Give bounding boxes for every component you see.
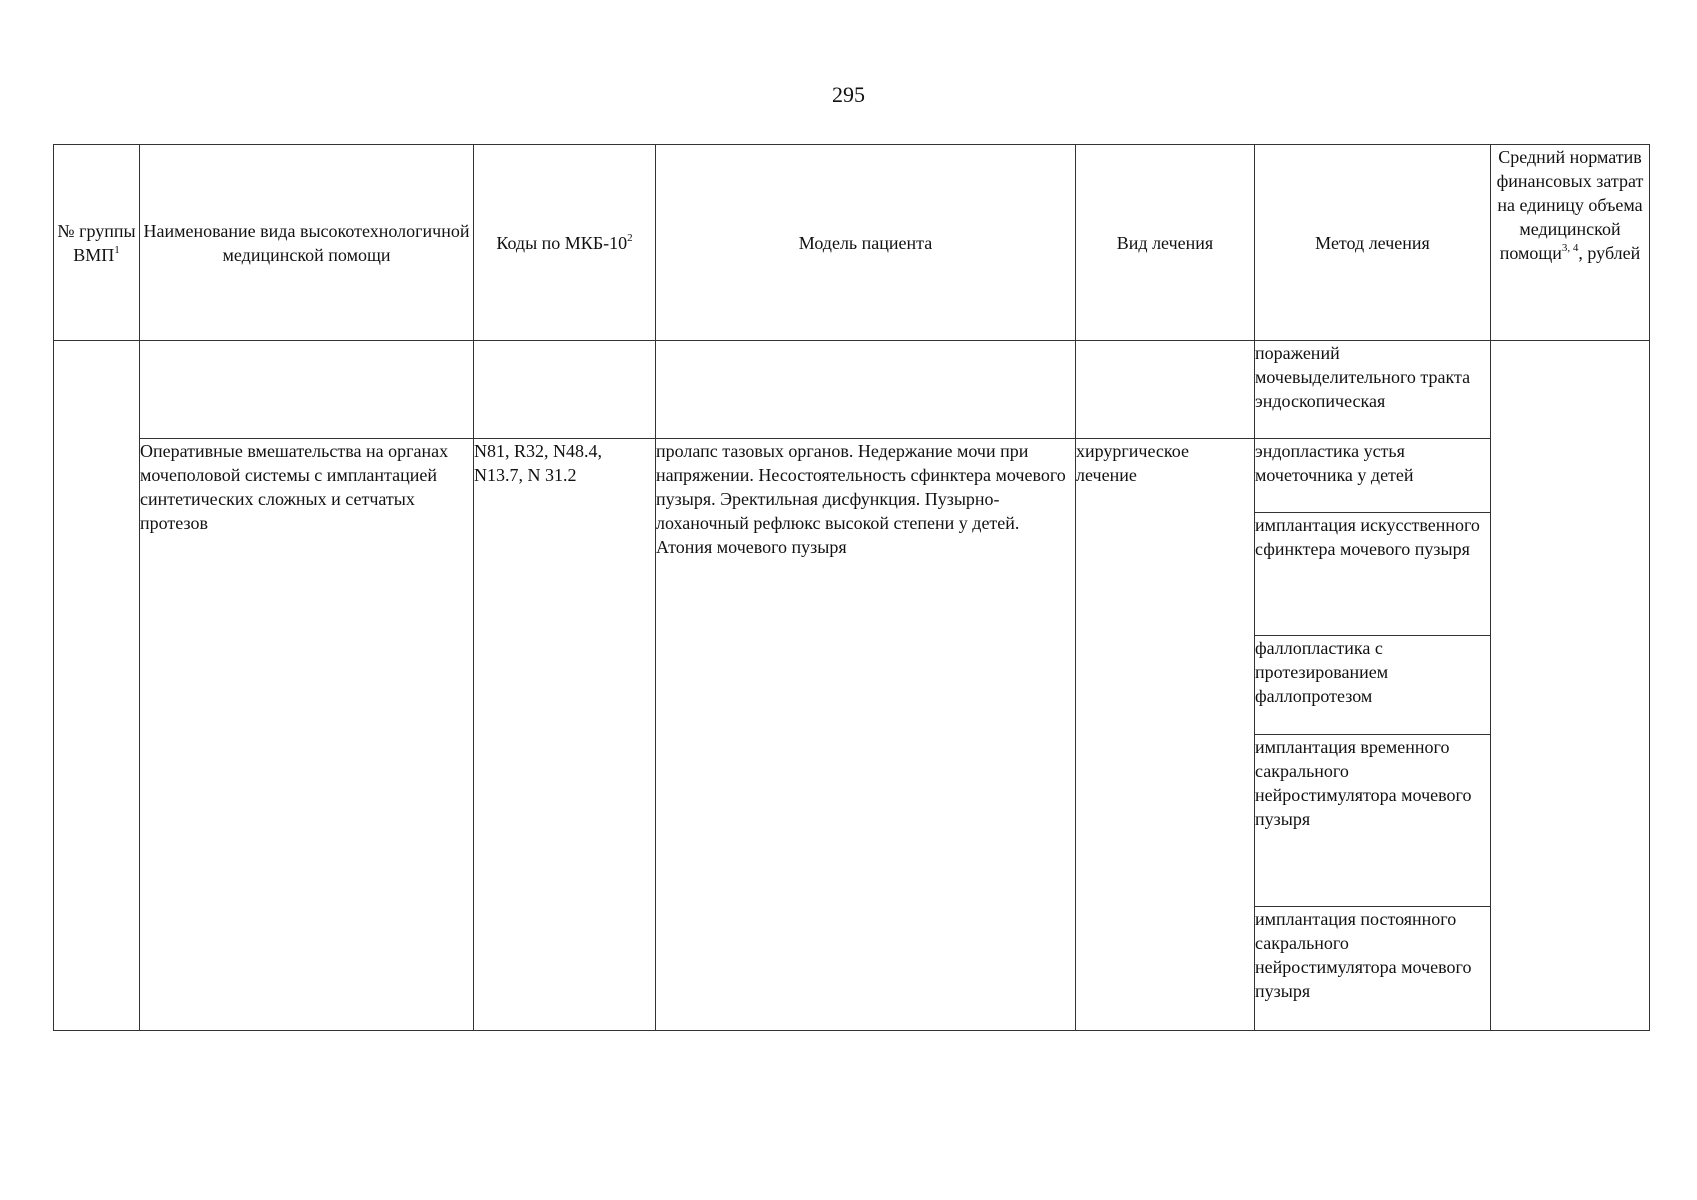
- table-row: [54, 439, 1650, 513]
- row-treatment-cell: хирургическое лечение: [1076, 439, 1255, 1031]
- row-name-cell: Оперативные вмешательства на органах мочеполовой системы с имплантацией синтетических сложных и сетчатых протезов: [140, 439, 474, 1031]
- cont-method-cell: поражений мочевыделительного тракта эндоскопическая: [1255, 341, 1491, 439]
- method-cell: имплантация искусственного сфинктера мочевого пузыря: [1255, 513, 1491, 636]
- method-cell: фаллопластика с протезированием фаллопротезом: [1255, 636, 1491, 735]
- header-cost: Средний норматив финансовых затрат на единицу объема медицинской помощи$^{3, 4}$, рублей: [1491, 145, 1650, 341]
- header-codes: Коды по МКБ-$10^2$: [474, 145, 656, 341]
- cont-model-cell: [656, 341, 1076, 439]
- page-number: 295: [832, 82, 865, 107]
- header-name: Наименование вида высокотехнологичной медицинской помощи: [140, 145, 474, 341]
- continuation-row: [54, 341, 1650, 439]
- header-treatment-type: Вид лечения: [1076, 145, 1255, 341]
- cont-name-cell: [140, 341, 474, 439]
- row-model-cell: пролапс тазовых органов. Недержание мочи при напряжении. Несостоятельность сфинктера мочевого пузыря. Эректильная дисфункция. Пузырно-лоханочный рефлюкс высокой степени у детей. Атония мочевого пузыря: [656, 439, 1076, 1031]
- method-cell: имплантация временного сакрального нейростимулятора мочевого пузыря: [1255, 735, 1491, 907]
- group-no-cell: [54, 341, 140, 1031]
- header-group-no: № группы ВМП$^1$: [54, 145, 140, 341]
- vmp-table: [53, 144, 1650, 1031]
- method-cell: имплантация постоянного сакрального нейростимулятора мочевого пузыря: [1255, 907, 1491, 1031]
- cost-cell: [1491, 341, 1650, 1031]
- header-row: [54, 145, 1650, 341]
- method-cell: эндопластика устья мочеточника у детей: [1255, 439, 1491, 513]
- header-method: Метод лечения: [1255, 145, 1491, 341]
- header-model: Модель пациента: [656, 145, 1076, 341]
- row-codes-cell: N81, R32, N48.4, N13.7, N 31.2: [474, 439, 656, 1031]
- cont-codes-cell: [474, 341, 656, 439]
- cont-treatment-cell: [1076, 341, 1255, 439]
